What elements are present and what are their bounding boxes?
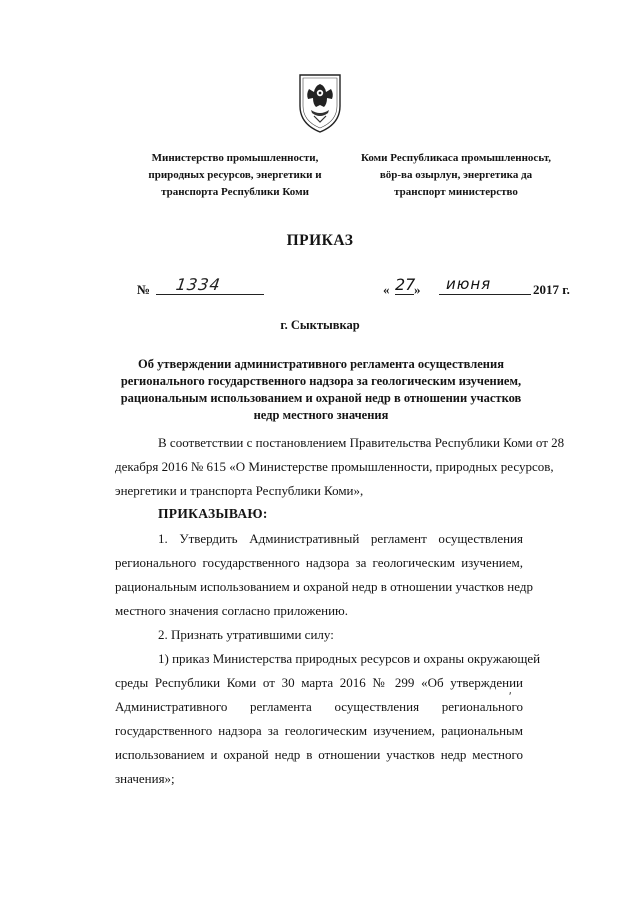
date-open-quote: « [383, 282, 390, 297]
date-month-underline [439, 294, 531, 295]
ministry-name-komi [338, 150, 574, 201]
ministry-name-russian [128, 150, 342, 201]
ministry-name-russian-line: природных ресурсов, энергетики и [148, 169, 322, 181]
order-subject [116, 356, 526, 424]
stray-tick-mark: ʹ [509, 689, 512, 703]
komi-republic-coat-of-arms-icon [297, 72, 343, 134]
item-1-line: регионального государственного надзора за геологическим изучением, [115, 555, 523, 570]
item-2-sub-1-line: 1) приказ Министерства природных ресурсов и охраны окружающей [158, 651, 541, 666]
item-2-sub-1-line: среды Республики Коми от 30 марта 2016 № 299 «Об утверждении [115, 675, 523, 690]
ministry-name-komi-line: вӧр-ва озырлун, энергетика да [379, 169, 533, 181]
item-2-heading: 2. Признать утратившими силу: [158, 627, 334, 642]
document-title: ПРИКАЗ [286, 232, 354, 249]
item-2-sub-1-line: использованием и охраной недр в отношении участков недр местного [115, 747, 523, 762]
order-date [383, 275, 583, 302]
date-day-underline [395, 294, 414, 295]
item-2-sub-1-line: значения»; [115, 771, 175, 786]
preamble-line: В соответствии с постановлением Правительства Республики Коми от 28 [158, 435, 565, 450]
item-2-sub-1-line: государственного надзора за геологическим изучением, рациональным [115, 723, 523, 738]
date-month: июня [446, 275, 492, 293]
date-day: 27 [395, 275, 416, 294]
item-2-sub-1-line: Административного регламента осуществления регионального [115, 699, 523, 714]
city-name: г. Сыктывкар [280, 318, 360, 332]
preamble-line: энергетики и транспорта Республики Коми», [115, 483, 364, 498]
order-subject-line: рациональным использованием и охраной недр в отношении участков [120, 391, 522, 405]
date-year: 2017 г. [533, 282, 570, 297]
item-1-line: местного значения согласно приложению. [115, 603, 348, 618]
ministry-name-komi-line: Коми Республикаса промышленносьт, [360, 152, 552, 164]
order-subject-line: регионального государственного надзора за геологическим изучением, [120, 374, 522, 388]
order-subject-line: недр местного значения [253, 408, 389, 422]
order-subject-line: Об утверждении административного регламента осуществления [138, 357, 504, 371]
date-close-quote: » [414, 282, 421, 297]
order-number-label: № [137, 282, 151, 297]
ministry-name-komi-line: транспорт министерство [394, 186, 518, 198]
ministry-name-russian-line: транспорта Республики Коми [161, 186, 309, 198]
ministry-name-russian-line: Министерство промышленности, [151, 152, 319, 164]
preamble-line: декабря 2016 № 615 «О Министерстве промышленности, природных ресурсов, [115, 459, 554, 474]
item-1-line: рациональным использованием и охраной недр в отношении участков недр [115, 579, 533, 594]
order-number-value: 1334 [174, 275, 223, 294]
order-number-underline [156, 294, 264, 295]
order-word: ПРИКАЗЫВАЮ: [158, 506, 268, 521]
item-1-line: 1. Утвердить Административный регламент осуществления [158, 531, 523, 546]
